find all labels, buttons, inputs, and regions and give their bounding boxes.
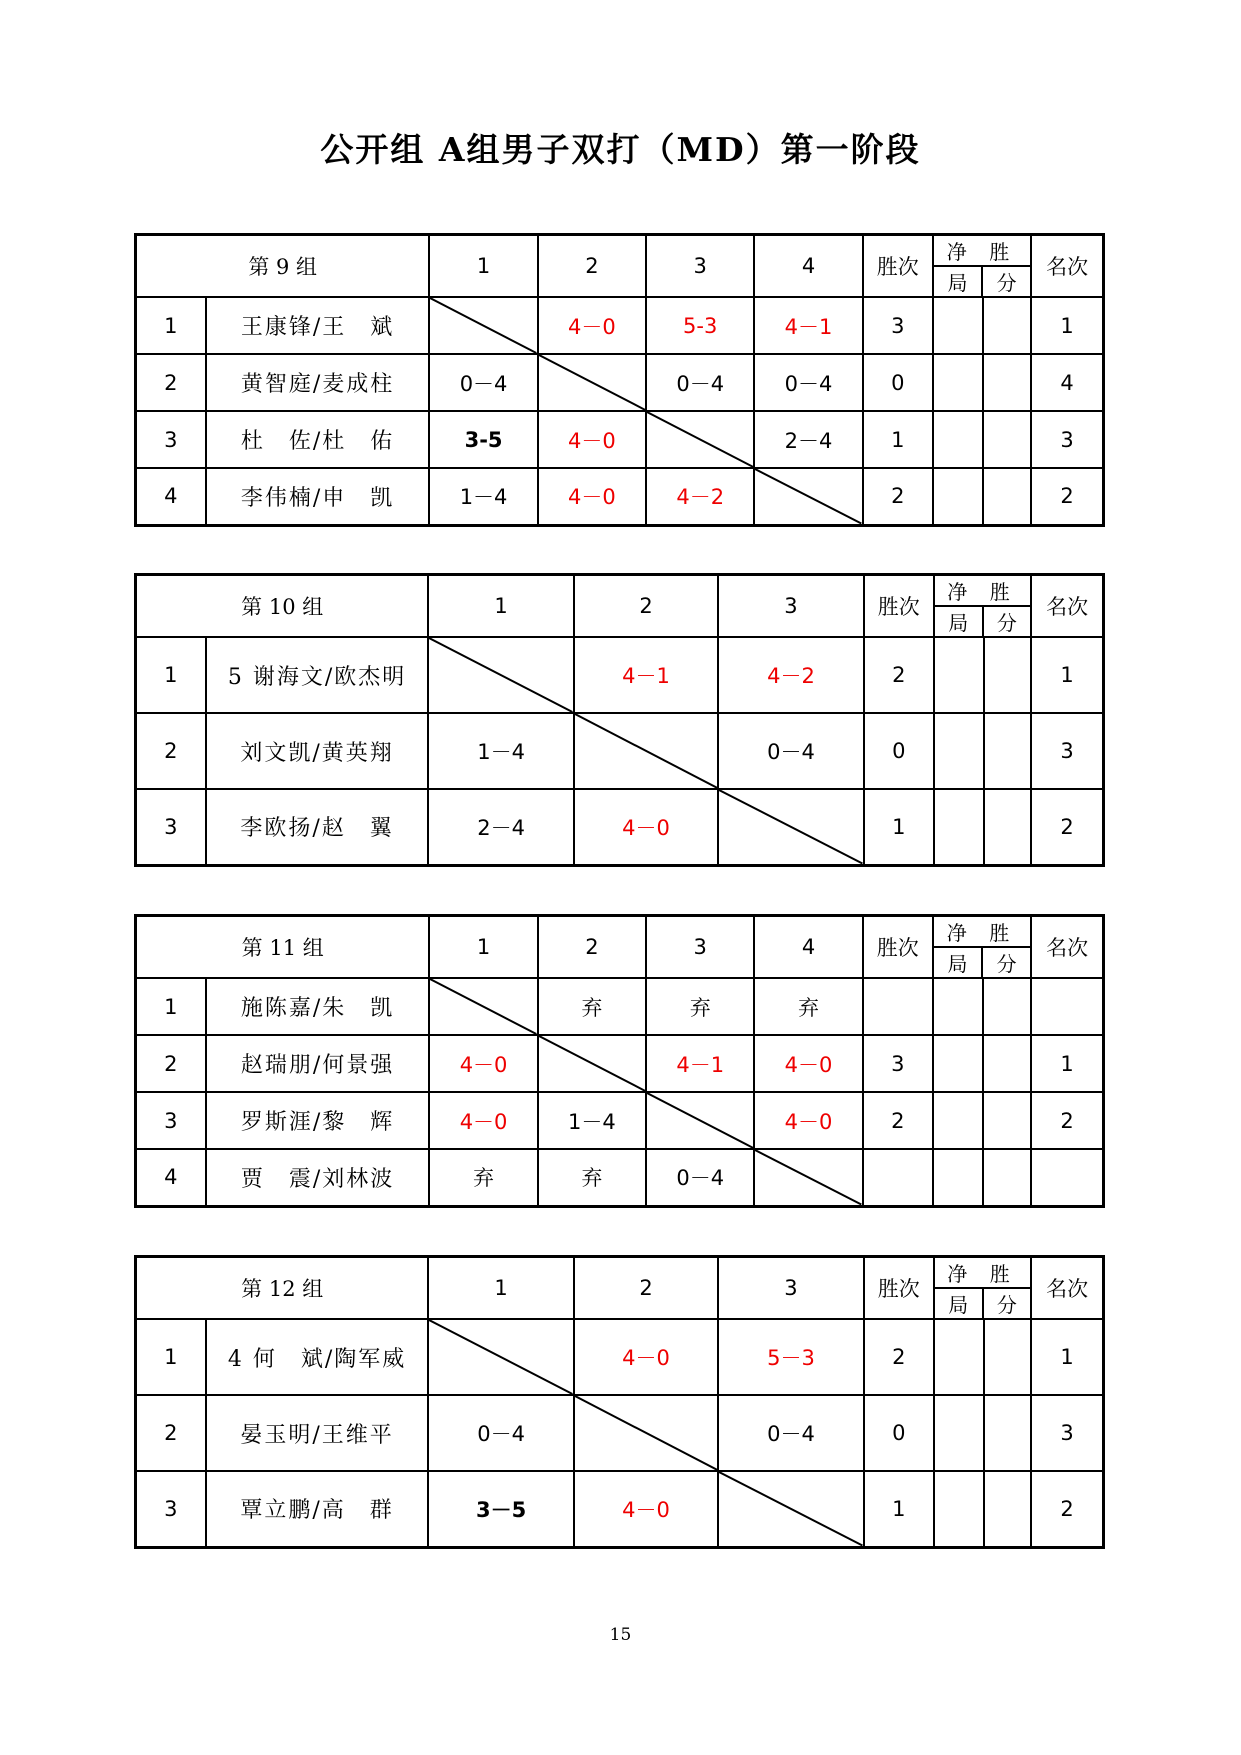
net-points-value (984, 789, 1031, 865)
column-header: 2 (574, 1257, 718, 1320)
diagonal-cell (574, 1395, 718, 1471)
diagonal-cell (754, 468, 862, 525)
net-win-label: 净 胜 (934, 236, 1030, 267)
net-games-label: 局 (948, 611, 969, 635)
table-row (136, 978, 1104, 1035)
net-games-label: 局 (947, 271, 968, 295)
rank-value: 2 (1031, 789, 1103, 865)
seed-number: 3 (136, 789, 206, 865)
net-games-value (934, 713, 984, 789)
match-result: 0－4 (428, 1395, 573, 1471)
match-result: 0－4 (754, 354, 862, 411)
diagonal-cell (538, 1035, 646, 1092)
table-row (136, 637, 1104, 713)
player-pair: 覃立鹏/高 群 (206, 1471, 429, 1547)
table-row (136, 297, 1104, 354)
match-result: 4－0 (574, 1319, 718, 1395)
net-points-value (984, 713, 1031, 789)
net-points-value (983, 411, 1031, 468)
wins-value: 0 (863, 354, 933, 411)
net-points-label: 分 (981, 267, 1030, 296)
player-pair: 杜 佐/杜 佑 (206, 411, 430, 468)
match-result: 4－0 (429, 1092, 537, 1149)
net-games-value (934, 1319, 984, 1395)
table-row (136, 1035, 1104, 1092)
table-row (136, 1395, 1104, 1471)
net-games-value (934, 637, 984, 713)
diagonal-cell (646, 1092, 754, 1149)
match-result: 1－4 (428, 713, 573, 789)
net-points-value (984, 1471, 1031, 1547)
net-games-label: 局 (948, 1293, 969, 1317)
player-pair: 刘文凯/黄英翔 (206, 713, 429, 789)
seed-number: 3 (136, 411, 206, 468)
column-header: 2 (538, 916, 646, 979)
column-header: 1 (429, 235, 537, 298)
match-result: 0－4 (646, 1149, 754, 1206)
wins-value: 1 (863, 411, 933, 468)
net-points-value (983, 354, 1031, 411)
net-games-value (933, 411, 983, 468)
diagonal-cell (429, 978, 537, 1035)
table-row (136, 1471, 1104, 1547)
net-games-label: 局 (947, 952, 968, 976)
table-row (136, 354, 1104, 411)
seed-number: 4 (136, 468, 206, 525)
match-result: 2－4 (754, 411, 862, 468)
net-win-label: 净 胜 (935, 1258, 1030, 1289)
net-points-label: 分 (981, 948, 1030, 977)
seed-number: 2 (136, 1395, 206, 1471)
rank-header: 名次 (1031, 916, 1103, 979)
match-result: 0－4 (718, 1395, 863, 1471)
match-result: 2－4 (428, 789, 573, 865)
seed-number: 4 (136, 1149, 206, 1206)
match-result: 弃 (754, 978, 862, 1035)
net-games-value (933, 978, 983, 1035)
diagonal-cell (538, 354, 646, 411)
wins-value (863, 978, 933, 1035)
seed-number: 2 (136, 1035, 206, 1092)
net-games-value (933, 1092, 983, 1149)
net-games-value (934, 1395, 984, 1471)
net-points-value (983, 1149, 1031, 1206)
wins-value: 2 (864, 1319, 934, 1395)
rank-value (1031, 978, 1103, 1035)
match-result: 4－1 (574, 637, 718, 713)
column-header: 1 (428, 575, 573, 638)
wins-header: 胜次 (863, 916, 933, 979)
table-row (136, 1092, 1104, 1149)
column-header: 4 (754, 235, 862, 298)
match-result: 4－1 (754, 297, 862, 354)
column-header: 2 (574, 575, 718, 638)
group-table (134, 233, 1105, 527)
seed-number: 2 (136, 354, 206, 411)
match-result: 4－2 (718, 637, 863, 713)
net-games-value (933, 468, 983, 525)
column-header: 3 (718, 1257, 863, 1320)
rank-value: 3 (1031, 411, 1103, 468)
group-name: 第 9 组 (136, 235, 430, 298)
net-win-label: 净 胜 (935, 576, 1030, 607)
diagonal-cell (718, 1471, 863, 1547)
group-name: 第 11 组 (136, 916, 430, 979)
net-points-label: 分 (982, 1289, 1031, 1318)
wins-header: 胜次 (863, 235, 933, 298)
wins-value: 2 (864, 637, 934, 713)
table-row (136, 468, 1104, 525)
match-result: 4－1 (646, 1035, 754, 1092)
match-result: 4－0 (538, 411, 646, 468)
net-win-label: 净 胜 (934, 917, 1030, 948)
diagonal-cell (428, 1319, 573, 1395)
table-row (136, 713, 1104, 789)
match-result: 弃 (538, 1149, 646, 1206)
rank-value: 1 (1031, 1319, 1103, 1395)
column-header: 3 (646, 235, 754, 298)
wins-value: 0 (864, 1395, 934, 1471)
match-result: 4－2 (646, 468, 754, 525)
net-points-value (983, 297, 1031, 354)
column-header: 2 (538, 235, 646, 298)
match-result: 0－4 (429, 354, 537, 411)
net-points-value (983, 978, 1031, 1035)
diagonal-cell (574, 713, 718, 789)
group-table (134, 914, 1105, 1208)
page-number: 15 (609, 1625, 632, 1645)
group-table (134, 1255, 1105, 1549)
table-row (136, 1149, 1104, 1206)
match-result: 3-5 (429, 411, 537, 468)
group-name: 第 10 组 (136, 575, 429, 638)
table-row (136, 1319, 1104, 1395)
group-table (134, 573, 1105, 867)
seed-number: 1 (136, 637, 206, 713)
match-result: 5-3 (646, 297, 754, 354)
wins-header: 胜次 (864, 1257, 934, 1320)
rank-value: 1 (1031, 637, 1103, 713)
rank-value: 1 (1031, 297, 1103, 354)
rank-header: 名次 (1031, 235, 1103, 298)
net-points-value (984, 1319, 1031, 1395)
net-points-value (984, 637, 1031, 713)
player-pair: 4 何 斌/陶军威 (206, 1319, 429, 1395)
column-header: 1 (428, 1257, 573, 1320)
rank-value: 3 (1031, 713, 1103, 789)
net-points-value (984, 1395, 1031, 1471)
net-header (933, 916, 1031, 979)
net-games-value (934, 789, 984, 865)
rank-value: 2 (1031, 468, 1103, 525)
rank-value (1031, 1149, 1103, 1206)
column-header: 4 (754, 916, 862, 979)
rank-value: 1 (1031, 1035, 1103, 1092)
rank-value: 2 (1031, 1092, 1103, 1149)
seed-number: 3 (136, 1092, 206, 1149)
player-pair: 贾 震/刘林波 (206, 1149, 430, 1206)
match-result: 4－0 (538, 468, 646, 525)
wins-value: 1 (864, 1471, 934, 1547)
match-result: 4－0 (754, 1035, 862, 1092)
wins-header: 胜次 (864, 575, 934, 638)
net-points-label: 分 (982, 607, 1031, 636)
net-games-value (933, 1035, 983, 1092)
wins-value: 2 (863, 1092, 933, 1149)
group-name: 第 12 组 (136, 1257, 429, 1320)
match-result: 4－0 (574, 789, 718, 865)
match-result: 4－0 (754, 1092, 862, 1149)
net-points-value (983, 1092, 1031, 1149)
wins-value: 2 (863, 468, 933, 525)
net-games-value (933, 354, 983, 411)
net-games-value (934, 1471, 984, 1547)
player-pair: 王康锋/王 斌 (206, 297, 430, 354)
net-games-value (933, 1149, 983, 1206)
net-games-value (933, 297, 983, 354)
wins-value (863, 1149, 933, 1206)
seed-number: 3 (136, 1471, 206, 1547)
match-result: 4－0 (574, 1471, 718, 1547)
column-header: 3 (718, 575, 863, 638)
seed-number: 1 (136, 297, 206, 354)
player-pair: 施陈嘉/朱 凯 (206, 978, 430, 1035)
wins-value: 3 (863, 297, 933, 354)
net-header (934, 575, 1031, 638)
rank-value: 4 (1031, 354, 1103, 411)
diagonal-cell (646, 411, 754, 468)
match-result: 0－4 (718, 713, 863, 789)
player-pair: 李伟楠/申 凯 (206, 468, 430, 525)
rank-value: 3 (1031, 1395, 1103, 1471)
match-result: 3－5 (428, 1471, 573, 1547)
match-result: 0－4 (646, 354, 754, 411)
player-pair: 5 谢海文/欧杰明 (206, 637, 429, 713)
rank-header: 名次 (1031, 575, 1103, 638)
match-result: 5－3 (718, 1319, 863, 1395)
diagonal-cell (718, 789, 863, 865)
match-result: 4－0 (538, 297, 646, 354)
match-result: 1－4 (538, 1092, 646, 1149)
wins-value: 1 (864, 789, 934, 865)
net-points-value (983, 468, 1031, 525)
table-row (136, 789, 1104, 865)
wins-value: 0 (864, 713, 934, 789)
player-pair: 罗斯涯/黎 辉 (206, 1092, 430, 1149)
net-header (934, 1257, 1031, 1320)
net-points-value (983, 1035, 1031, 1092)
seed-number: 2 (136, 713, 206, 789)
rank-value: 2 (1031, 1471, 1103, 1547)
match-result: 弃 (538, 978, 646, 1035)
match-result: 4－0 (429, 1035, 537, 1092)
diagonal-cell (428, 637, 573, 713)
page-title: 公开组 A组男子双打（MD）第一阶段 (320, 130, 921, 169)
diagonal-cell (754, 1149, 862, 1206)
seed-number: 1 (136, 978, 206, 1035)
net-header (933, 235, 1031, 298)
column-header: 1 (429, 916, 537, 979)
table-row (136, 411, 1104, 468)
seed-number: 1 (136, 1319, 206, 1395)
wins-value: 3 (863, 1035, 933, 1092)
column-header: 3 (646, 916, 754, 979)
player-pair: 黄智庭/麦成柱 (206, 354, 430, 411)
player-pair: 李欧扬/赵 翼 (206, 789, 429, 865)
player-pair: 晏玉明/王维平 (206, 1395, 429, 1471)
player-pair: 赵瑞朋/何景强 (206, 1035, 430, 1092)
diagonal-cell (429, 297, 537, 354)
match-result: 1－4 (429, 468, 537, 525)
match-result: 弃 (646, 978, 754, 1035)
match-result: 弃 (429, 1149, 537, 1206)
rank-header: 名次 (1031, 1257, 1103, 1320)
